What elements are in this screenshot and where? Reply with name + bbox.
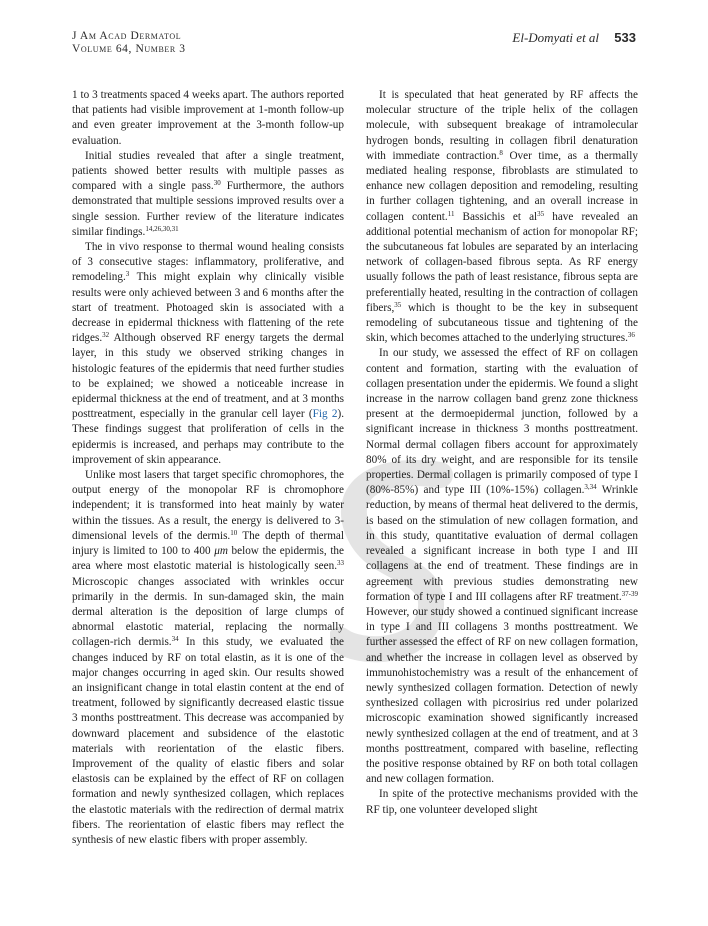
citation[interactable]: 10	[230, 528, 238, 537]
author-names: El-Domyati et al	[512, 30, 600, 45]
citation[interactable]: 3,34	[584, 483, 597, 492]
figure-link[interactable]: Fig 2	[312, 408, 338, 421]
journal-name: J Am Acad Dermatol	[72, 30, 182, 42]
citation[interactable]: 8	[499, 148, 503, 157]
citation[interactable]: 11	[447, 209, 455, 218]
citation[interactable]: 35	[537, 209, 545, 218]
left-column	[72, 88, 344, 848]
paragraph: Unlike most lasers that target specific chromophores, the output energy of the monopolar RF is chromophore independent; it is transformed into heat mainly by water within the tissues. As a result, the energy is delivered to 3-dimensional levels of the dermis.$^{10}$ The depth of thermal injury is limited to 100 to 400 μm below the epidermis, the area where most elastotic material is histologically seen.$^{33}$ Microscopic changes associated with wrinkles occur primarily in the dermis. In sun-damaged skin, the main dermal alteration is the deposition of large clumps of abnormal elastotic material, replacing the normally collagen-rich dermis.$^{34}$ In this study, we evaluated the changes induced by RF on total elastin, as it is one of the major changes occurring in aged skin. Our results showed an insignificant change in total elastin content at the end of treatment, followed by significantly decreased elastic tissue 3 months posttreatment. This decrease was accompanied by downward placement and subsidence of the elastotic materials with reorientation of the elastic fibers. Improvement of the quality of elastic fibers and solar elastosis can be explained by the effect of RF on collagen formation and newly synthesized collagen, which replaces the elastotic materials with the redirection of dermal matrix fibers. The reorientation of elastic fibers may reflect the synthesis of new elastic fibers with proper assembly.	[72, 469, 344, 846]
page-number: 533	[614, 30, 636, 45]
running-header-authors	[512, 30, 636, 46]
paragraph: Initial studies revealed that after a single treatment, patients showed better results with multiple passes as compared with a single pass.$^{30}$ Furthermore, the authors demonstrated that multiple sessions improved results over a single session. Further review of the literature indicates similar findings.$^{14,26,30,31}$	[72, 149, 344, 238]
citation[interactable]: 30	[213, 179, 221, 188]
paragraph: In spite of the protective mechanisms provided with the RF tip, one volunteer developed slight	[366, 788, 638, 816]
citation[interactable]: 34	[171, 635, 179, 644]
citation[interactable]: 14,26,30,31	[145, 224, 179, 233]
citation[interactable]: 3	[125, 270, 130, 279]
paragraph: 1 to 3 treatments spaced 4 weeks apart. The authors reported that patients had visible improvement at 1-month follow-up and even greater improvement at the 3-month follow-up evaluation.	[72, 89, 344, 147]
unit-symbol: μm	[214, 545, 228, 558]
right-column	[366, 88, 638, 818]
running-header-journal	[72, 30, 186, 56]
paragraph: It is speculated that heat generated by RF affects the molecular structure of the triple helix of the collagen molecule, with subsequent breakage of intramolecular hydrogen bonds, resulting in collagen fibril denaturation with immediate contraction.$^8$ Over time, as a thermally mediated healing response, fibroblasts are stimulated to enhance new collagen deposition and remodeling, resulting in further collagen tightening, and an overall increase in collagen content.$^{11}$ Bassichis et $al^{35}$ have revealed an additional potential mechanism of action for monopolar RF; the subcutaneous fat lobules are separated by an interlacing network of collagen-based fibrous septa. As RF energy usually follows the path of least resistance, fibrous septa are preferentially heated, resulting in the contraction of collagen fibers,$^{35}$ which is thought to be the key in subsequent remodeling of subcutaneous tissue and tightening of the skin, which becomes attached to the underlying structures.$^{36}$	[366, 89, 638, 345]
citation[interactable]: 35	[394, 300, 402, 309]
paragraph: In our study, we assessed the effect of RF on collagen content and formation, starting with the evaluation of collagen presentation under the epidermis. We found a slight increase in the narrow collagen band grenz zone thickness present at the dermoepidermal junction, followed by a significant increase in thickness 3 months posttreatment. Normal dermal collagen fibers account for approximately 80% of its dry weight, and are responsible for its tensile properties. Dermal collagen is primarily composed of type I (80%-85%) and type III (10%-15%) collagen.$^{3,34}$ Wrinkle reduction, by means of thermal heat delivered to the dermis, is based on the stimulation of new collagen formation, and in this study, quantitative evaluation of dermal collagen revealed a significant increase in both type I and III collagens at the end of treatment. These findings are in agreement with previous studies demonstrating new formation of type I and III collagens after RF treatment.$^{37-39}$ However, our study showed a continued significant increase in type I and III collagens 3 months posttreatment. We further assessed the effect of RF on new collagen formation, and whether the increase in collagen level as observed by immunohistochemistry was a result of the enhancement of newly synthesized collagen formation. Detection of newly synthesized collagen with picrosirius red under polarized microscopic examination showed significantly increased newly synthesized collagen at the end of treatment, and at 3 months posttreatment, compared with baseline, reflecting the positive response obtained by RF on both total collagen and new collagen formation.	[366, 347, 638, 786]
paragraph: The in vivo response to thermal wound healing consists of 3 consecutive stages: inflammatory, proliferative, and remodeling.$^3$ This might explain why clinically visible results were only achieved between 3 and 6 months after the start of treatment. Photoaged skin is associated with a decrease in epidermal thickness with flattening of the rete ridges.$^{32}$ Although observed RF energy targets the dermal layer, in this study we observed striking changes in histologic features of the epidermis that need further studies to be explained; we showed a noticeable increase in epidermal thickness at the end of treatment, and at 3 months posttreatment, especially in the granular cell layer (Fig 2). These findings suggest that proliferation of cells in the epidermis is increased, and perhaps may contribute to the improvement of skin appearance.	[72, 241, 344, 466]
citation[interactable]: 32	[102, 331, 110, 340]
citation[interactable]: 37-39	[621, 589, 638, 598]
citation[interactable]: 36	[627, 331, 635, 340]
journal-volume: Volume 64, Number 3	[72, 43, 186, 55]
citation[interactable]: 33	[337, 559, 344, 568]
